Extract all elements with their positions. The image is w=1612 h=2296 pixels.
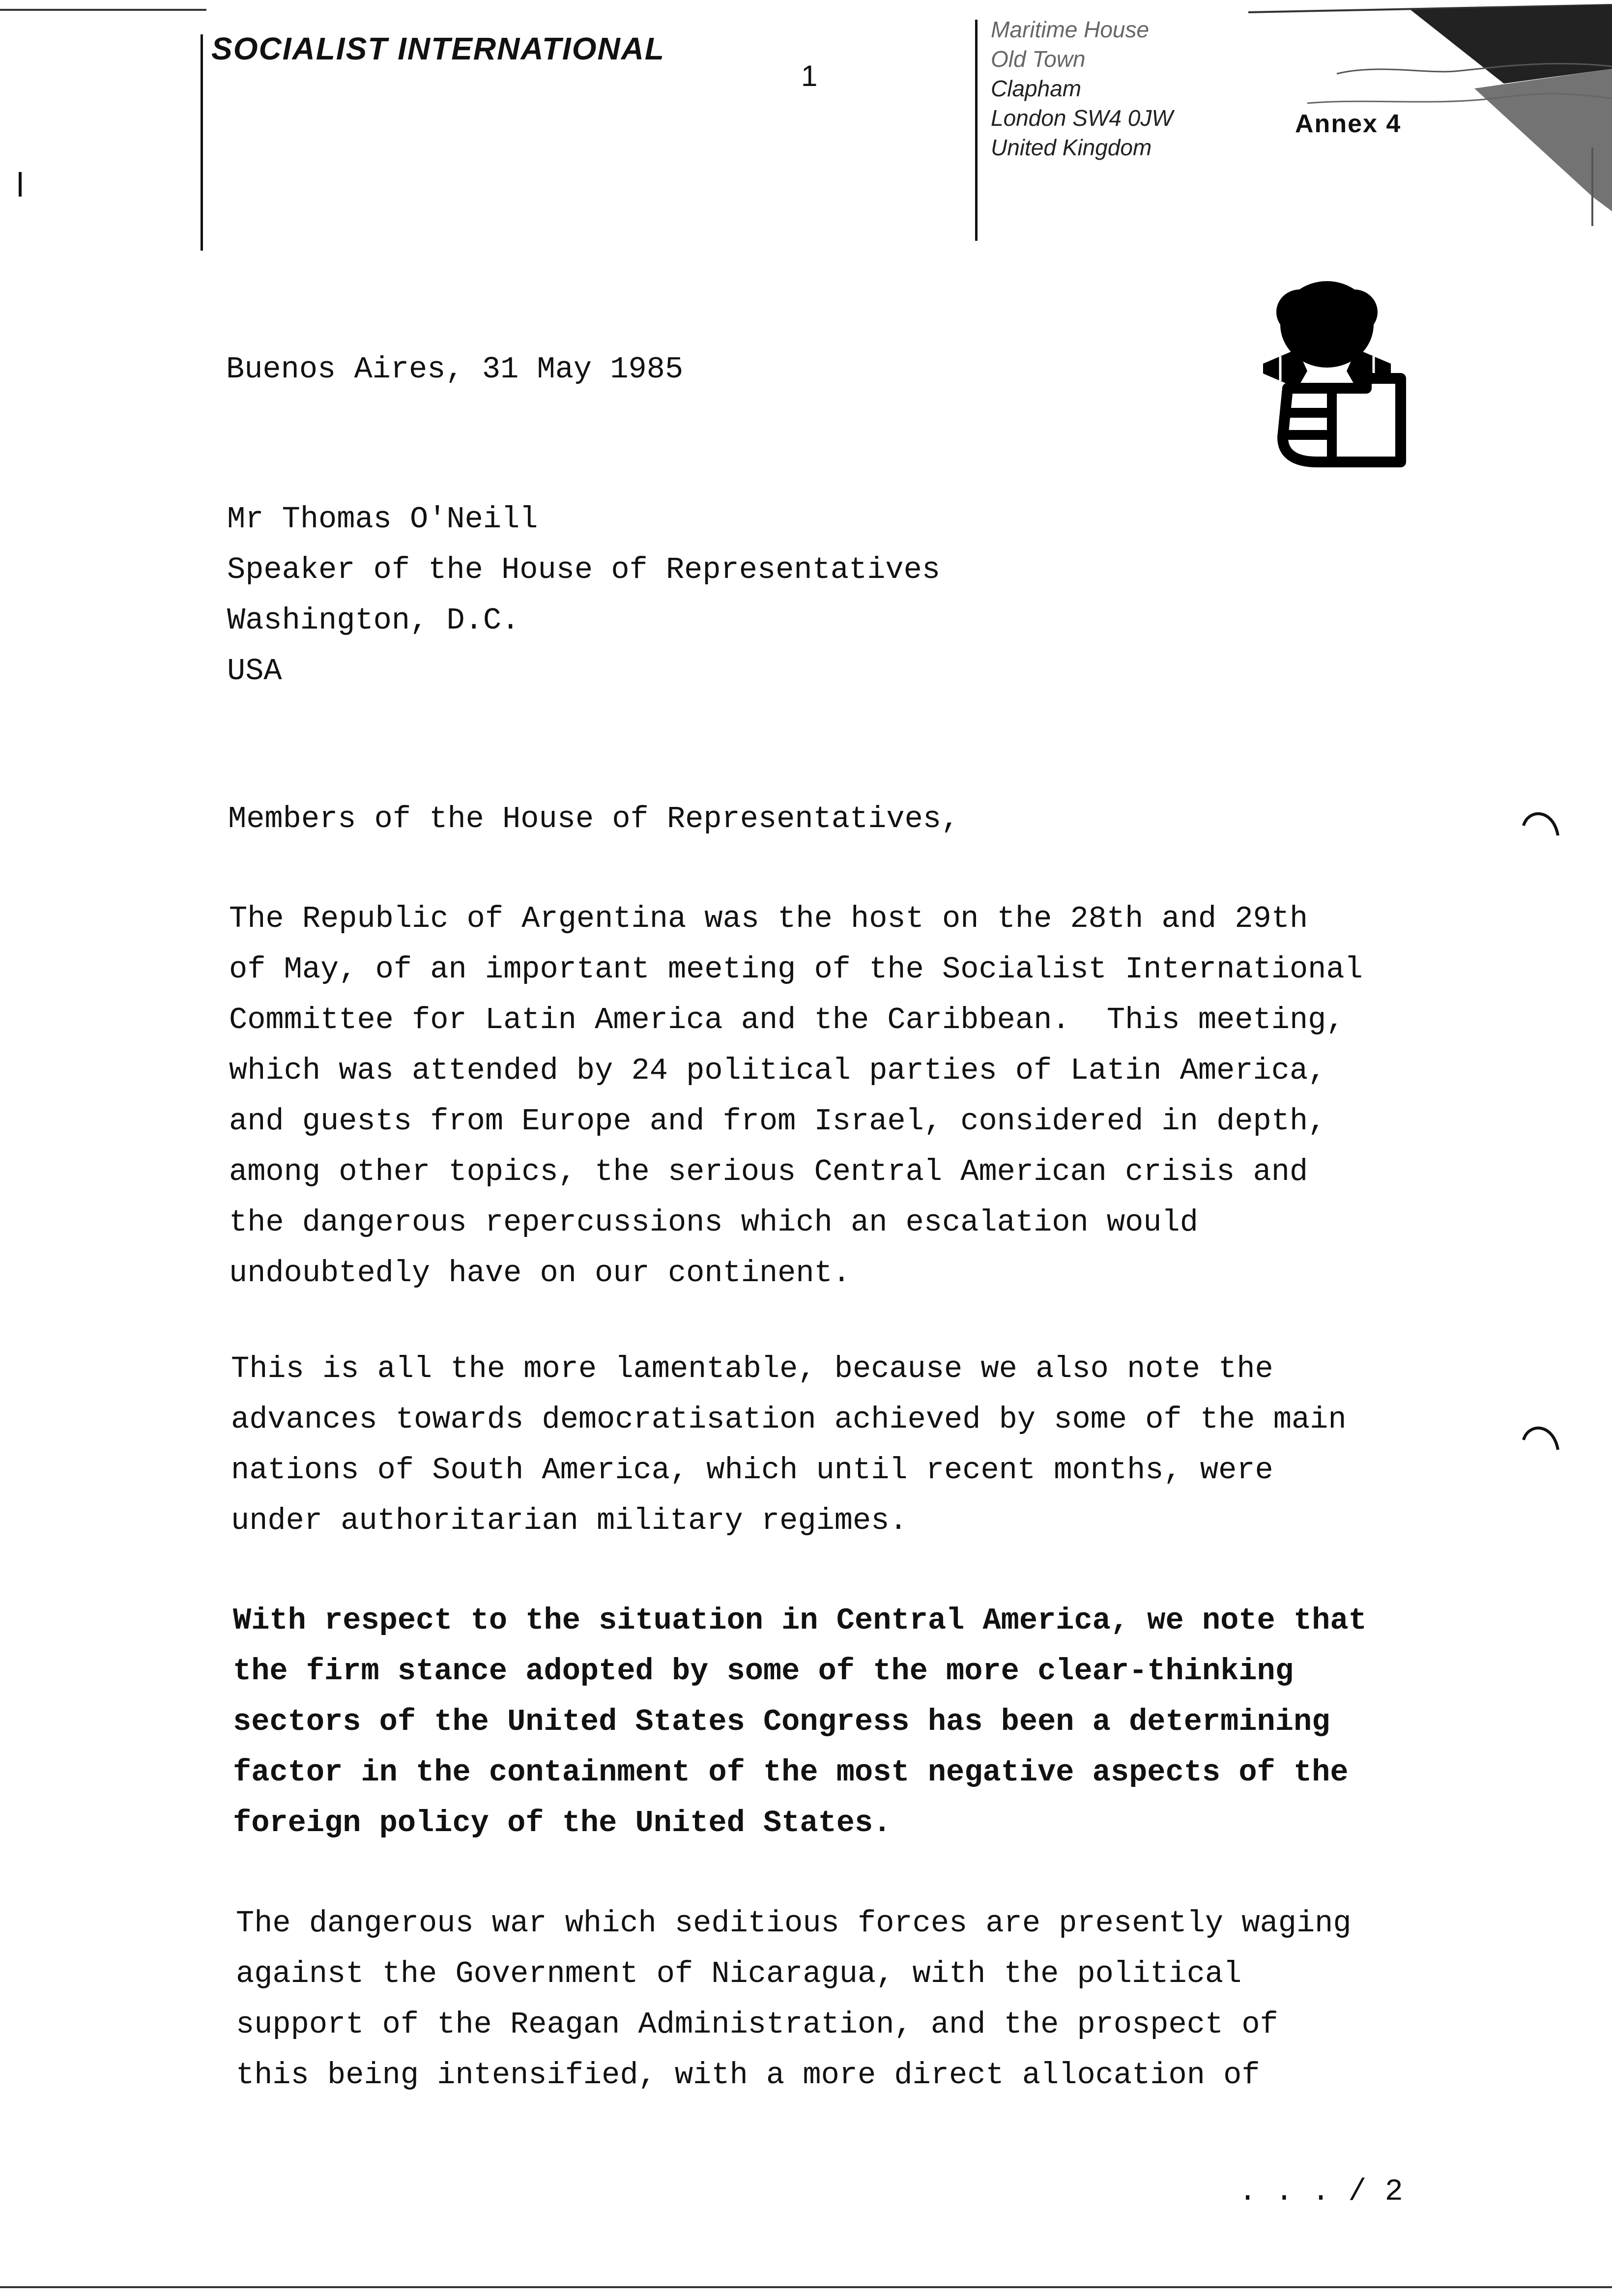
address-line: Clapham (991, 76, 1082, 101)
margin-tick (19, 172, 22, 197)
recipient-city: Washington, D.C. (227, 603, 520, 638)
continuation-marker: . . . / 2 (1238, 2174, 1403, 2209)
salutation: Members of the House of Representatives, (228, 802, 960, 836)
annex-label: Annex 4 (1295, 110, 1402, 138)
fist-and-rose-logo (1234, 265, 1420, 491)
address-line: London SW4 0JW (991, 105, 1173, 131)
punch-hole-mark (1519, 806, 1563, 845)
recipient-title: Speaker of the House of Representatives (227, 552, 941, 587)
punch-hole-mark (1519, 1420, 1563, 1460)
recipient-name: Mr Thomas O'Neill (227, 502, 538, 537)
letter-date: Buenos Aires, 31 May 1985 (226, 352, 684, 387)
scan-corner-artifact (1248, 0, 1612, 226)
body-paragraph: With respect to the situation in Central America, we note that the firm stance adopted by some of the more clear-thinking sectors of the United States Congress has been a determining factor in the containment of the most negative aspects of the foreign policy of the United States. (233, 1603, 1367, 1840)
letterhead-right-rule (975, 20, 978, 241)
body-paragraph: This is all the more lamentable, because we also note the advances towards democratisation achieved by some of the main nations of South America, which until recent months, were under authoritarian military regimes. (231, 1351, 1347, 1538)
recipient-country: USA (227, 654, 282, 689)
body-paragraph: The dangerous war which seditious forces are presently waging against the Government of Nicaragua, with the political support of the Reagan Administration, and the prospect of this being intensified, with a more direct allocation of (236, 1906, 1352, 2093)
organization-name: SOCIALIST INTERNATIONAL (211, 31, 665, 66)
address-line: Old Town (991, 46, 1086, 72)
letterhead-address (991, 15, 1173, 162)
body-paragraph: The Republic of Argentina was the host on the 28th and 29th of May, of an important meeting of the Socialist International Committee for Latin America and the Caribbean. This meeting, which was attended by 24 political parties of Latin America, and guests from Europe and from Israel, considered in depth, among other topics, the serious Central American crisis and the dangerous repercussions which an escalation would undoubtedly have on our continent. (229, 901, 1363, 1291)
page-number: 1 (801, 59, 818, 92)
page-bottom-edge (0, 2286, 1612, 2288)
scan-edge-mark (0, 9, 206, 11)
address-line: Maritime House (991, 17, 1150, 42)
address-line: United Kingdom (991, 135, 1152, 160)
recipient-block (227, 494, 940, 696)
letterhead-left-rule (201, 34, 203, 251)
